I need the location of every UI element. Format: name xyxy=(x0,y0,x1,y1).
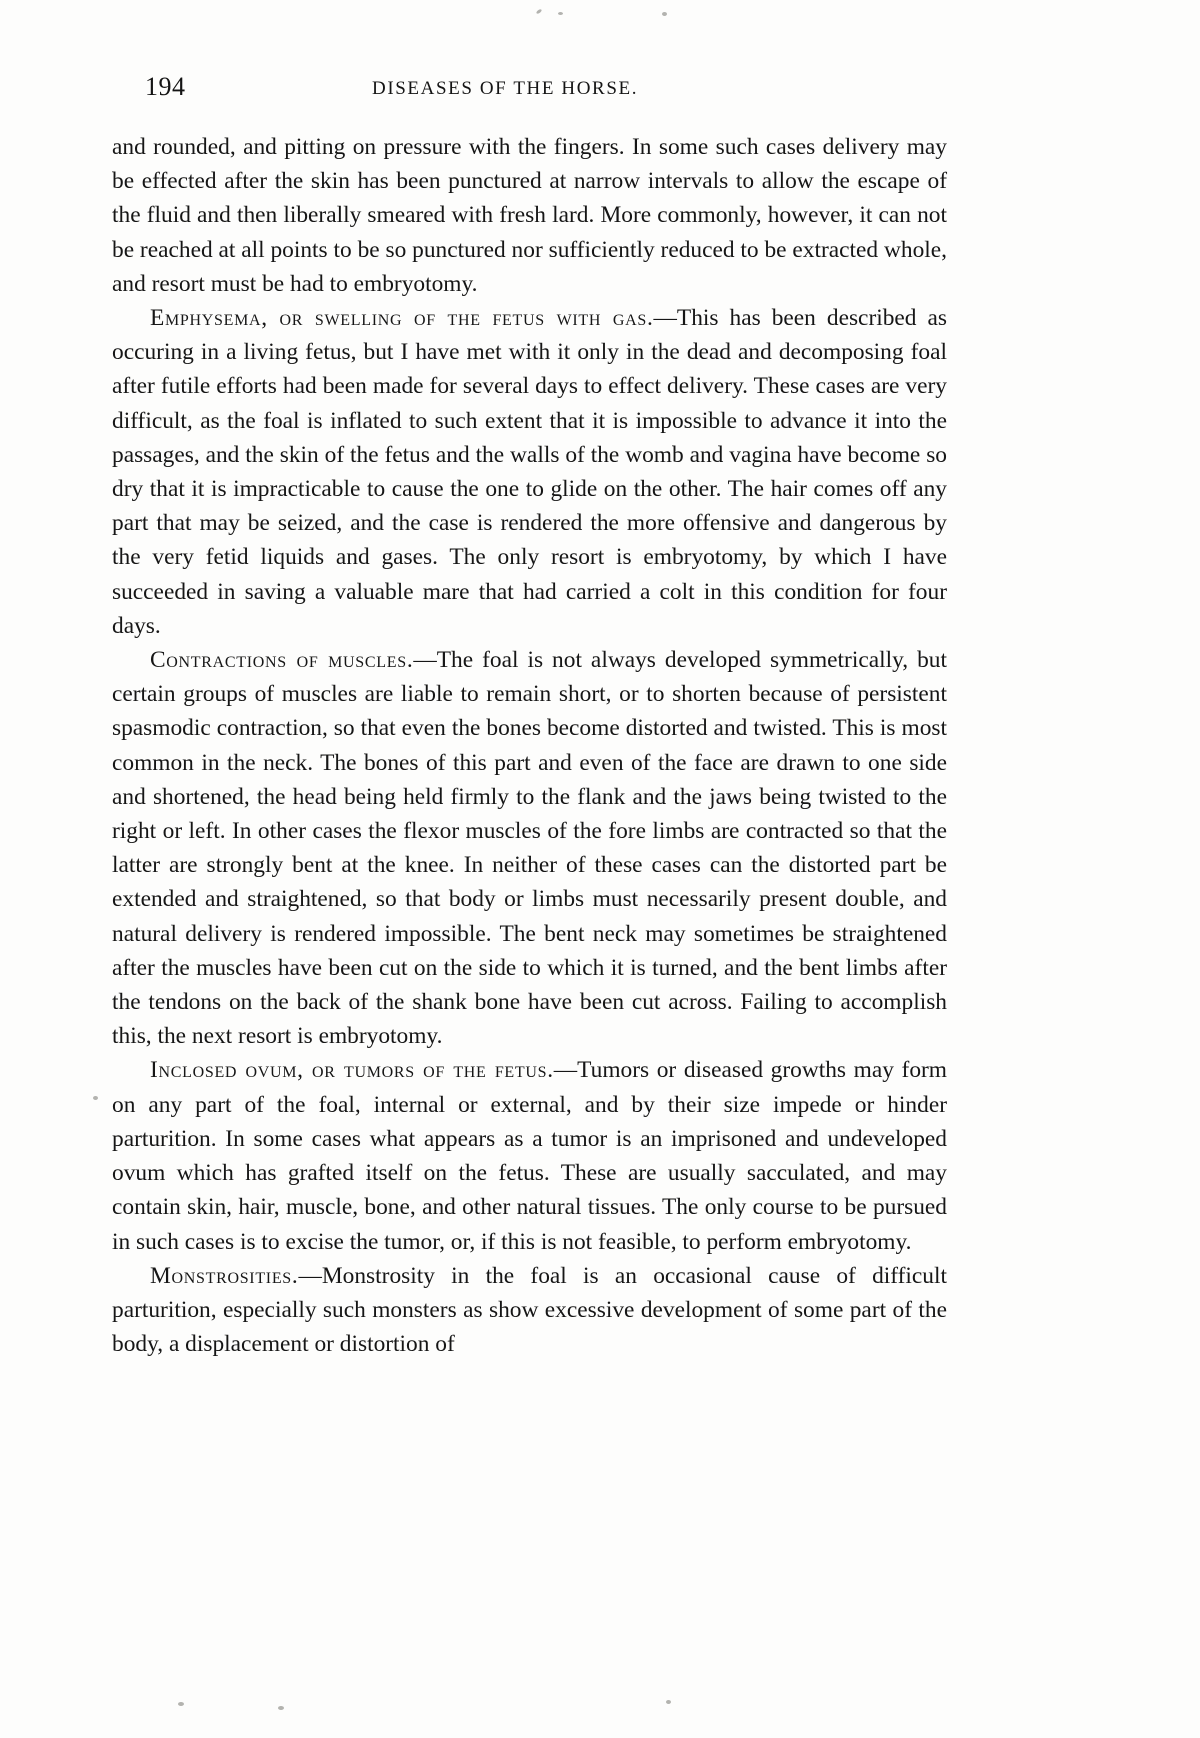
paragraph-3 xyxy=(112,643,947,1053)
paragraph-1 xyxy=(112,130,947,301)
paragraph-4 xyxy=(112,1053,947,1258)
scan-speck-icon xyxy=(536,9,543,15)
page-header xyxy=(110,72,950,106)
paragraph-5-lead: Monstrosities. xyxy=(150,1262,299,1289)
paragraph-2-text: —This has been described as occuring in a living fetus, but I have met with it only in the dead and decomposing foal after futile efforts had been made for several days to effect delivery. These cases are very difficult, as the foal is inflated to such extent that it is impossible to advance it into the passages, and the skin of the fetus and the walls of the womb and vagina have become so dry that it is impracticable to cause the one to glide on the other. The hair comes off any part that may be seized, and the case is rendered the more offensive and dangerous by the very fetid liquids and gases. The only resort is embryotomy, by which I have succeeded in saving a valuable mare that had carried a colt in this condition for four days. xyxy=(112,305,948,639)
scan-speck-icon xyxy=(178,1702,184,1706)
paragraph-3-lead: Contractions of muscles. xyxy=(150,647,414,674)
paragraph-2-lead: Emphysema, or swelling of the fetus with gas. xyxy=(150,305,654,332)
paragraph-5 xyxy=(112,1259,947,1362)
scan-speck-icon xyxy=(278,1706,284,1710)
paragraph-3-text: —The foal is not always developed symmetrically, but certain groups of muscles are liable to remain short, or to shorten because of persistent spasmodic contraction, so that even the bones become distorted and twisted. This is most common in the neck. The bones of this part and even of the face are drawn to one side and shortened, the head being held firmly to the flank and the jaws being twisted to the right or left. In other cases the flexor muscles of the fore limbs are contracted so that the latter are strongly bent at the knee. In neither of these cases can the distorted part be extended and straightened, so that body or limbs must necessarily present double, and natural delivery is rendered impossible. The bent neck may sometimes be straightened after the muscles have been cut on the side to which it is turned, and the bent limbs after the tendons on the back of the shank bone have been cut across. Failing to accomplish this, the next resort is embryotomy. xyxy=(112,647,947,1050)
running-head: DISEASES OF THE HORSE. xyxy=(372,78,639,99)
scan-speck-icon xyxy=(662,12,667,16)
paragraph-4-text: —Tumors or diseased growths may form on any part of the foal, internal or external, and by their size impede or hinder parturition. In some cases what appears as a tumor is an imprisoned and undeveloped ovum which has grafted itself on the fetus. These are usually sacculated, and may contain skin, hair, muscle, bone, and other natural tissues. The only course to be pursued in such cases is to excise the tumor, or, if this is not feasible, to perform embryotomy. xyxy=(112,1057,947,1255)
paragraph-4-lead: Inclosed ovum, or tumors of the fetus. xyxy=(150,1057,554,1084)
scan-speck-icon xyxy=(558,12,563,15)
page-number: 194 xyxy=(145,72,186,101)
scan-speck-icon xyxy=(666,1700,671,1704)
body-text xyxy=(112,130,947,1361)
paragraph-2 xyxy=(112,301,947,643)
paragraph-1-text: and rounded, and pitting on pressure with the fingers. In some such cases delivery may be effected after the skin has been punctured at narrow intervals to allow the escape of the fluid and then liberally smeared with fresh lard. More commonly, however, it can not be reached at all points to be so punctured nor sufficiently reduced to be extracted whole, and resort must be had to embryotomy. xyxy=(112,134,947,297)
paragraph-5-text: —Monstrosity in the foal is an occasional cause of difficult parturition, especially such monsters as show excessive development of some part of the body, a displacement or distortion of xyxy=(112,1262,947,1358)
scan-speck-icon xyxy=(93,1096,98,1100)
